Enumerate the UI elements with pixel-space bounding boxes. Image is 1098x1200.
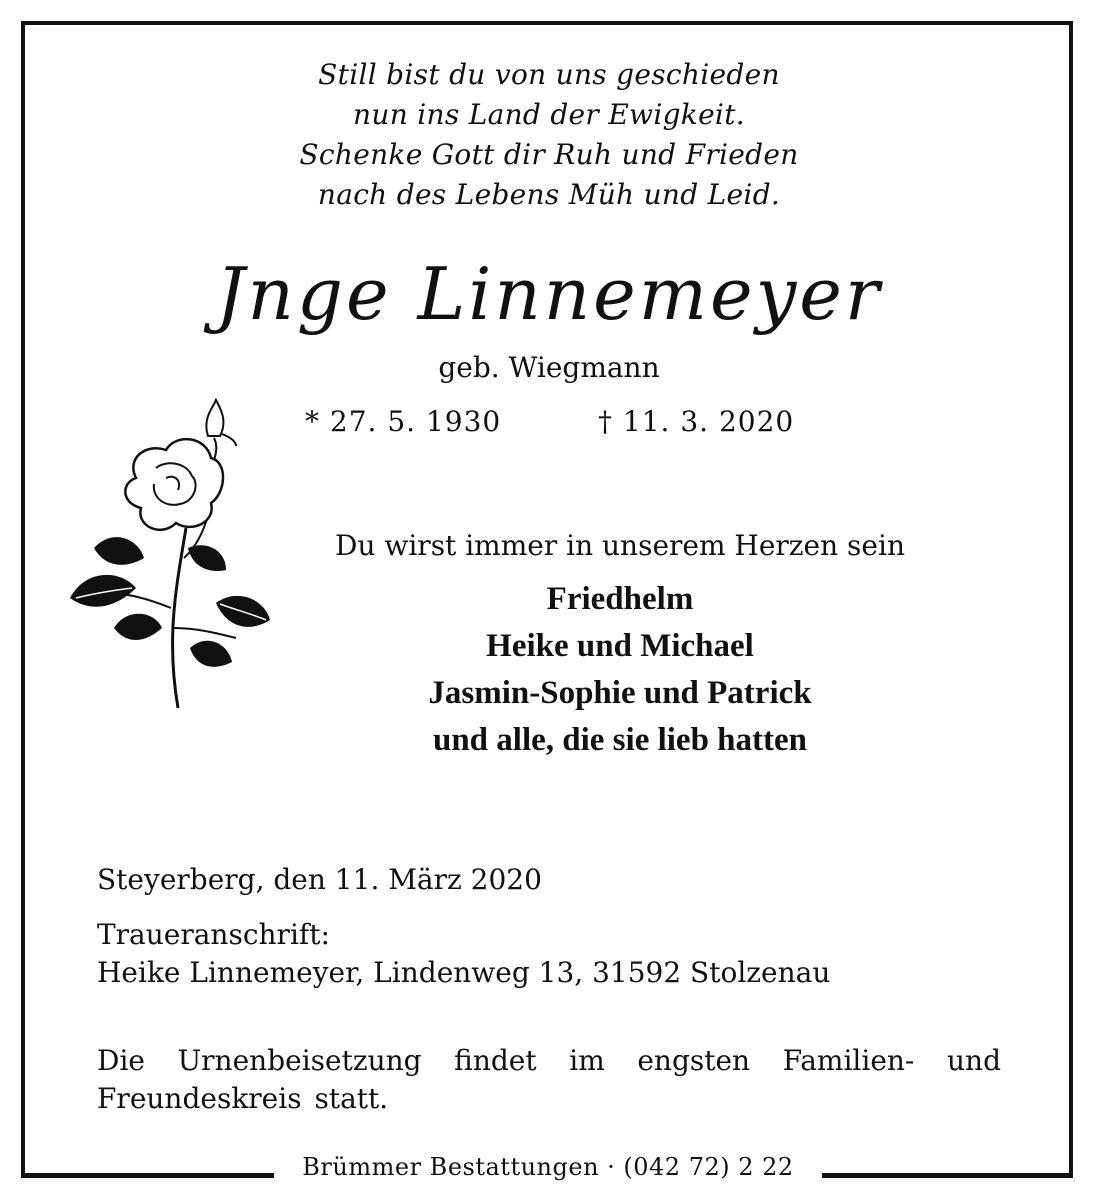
mourner-4: und alle, die sie lieb hatten — [432, 722, 808, 758]
verse-line-3: Schenke Gott dir Ruh und Frieden — [299, 138, 799, 171]
maiden-name: geb. Wiegmann — [438, 351, 660, 384]
verse-line-4: nach des Lebens Müh und Leid. — [317, 178, 781, 211]
place-date: Steyerberg, den 11. März 2020 — [97, 863, 542, 896]
mourning-address: Heike Linnemeyer, Lindenweg 13, 31592 Stolzenau — [97, 956, 831, 989]
mourner-3: Jasmin-Sophie und Patrick — [428, 675, 812, 711]
mourner-1: Friedhelm — [546, 581, 694, 617]
footer-rule-left — [21, 1175, 274, 1178]
mourners-list — [250, 576, 990, 764]
address-label: Traueranschrift: — [97, 918, 330, 951]
deceased-name: Jnge Linnemeyer — [215, 252, 883, 336]
memorial-verse — [0, 55, 1098, 215]
remembrance-line: Du wirst immer in unserem Herzen sein — [335, 529, 905, 562]
birth-date: * 27. 5. 1930 — [305, 405, 502, 438]
verse-line-1: Still bist du von uns geschieden — [318, 58, 780, 91]
death-date: † 11. 3. 2020 — [598, 405, 795, 438]
mourner-2: Heike und Michael — [486, 628, 754, 664]
rose-icon — [66, 398, 272, 710]
footer-rule-right — [822, 1175, 1073, 1178]
verse-line-2: nun ins Land der Ewigkeit. — [353, 98, 745, 131]
burial-notice: Die Urnenbeisetzung findet im engsten Familien- und Freundeskreis statt. — [97, 1044, 1001, 1115]
funeral-home-footer: Brümmer Bestattungen · (042 72) 2 22 — [274, 1151, 822, 1183]
